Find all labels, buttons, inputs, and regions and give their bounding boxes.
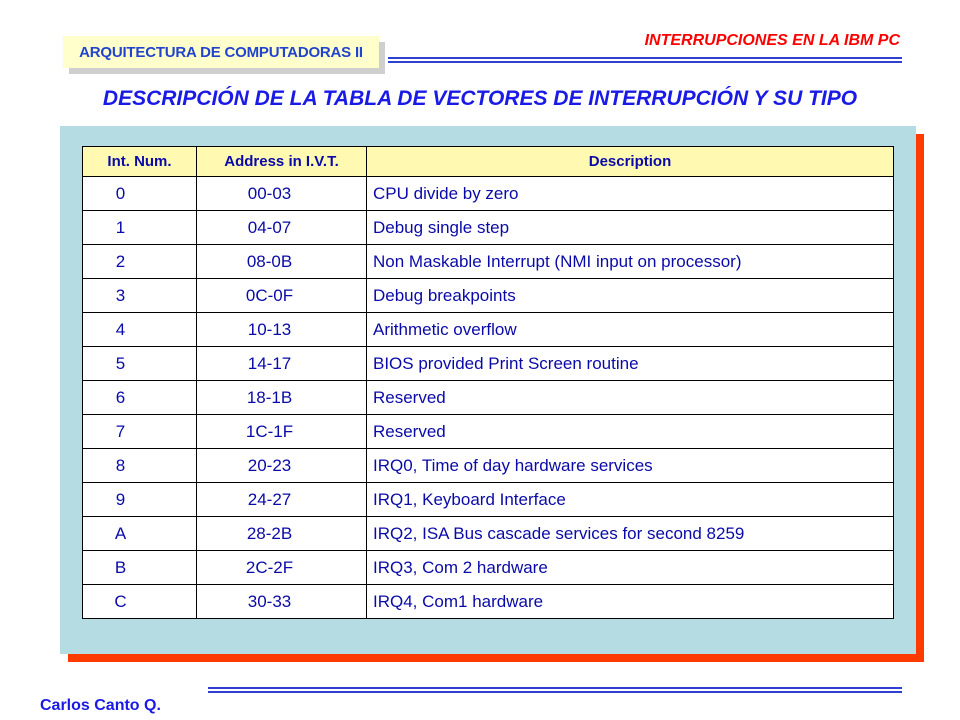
cell-address: 18-1B — [197, 381, 367, 415]
cell-address: 24-27 — [197, 483, 367, 517]
cell-int-num: 7 — [83, 415, 197, 449]
table-row — [83, 211, 894, 245]
cell-int-num: 3 — [83, 279, 197, 313]
cell-int-num: 0 — [83, 177, 197, 211]
cell-description: Arithmetic overflow — [367, 313, 894, 347]
cell-description: IRQ3, Com 2 hardware — [367, 551, 894, 585]
table-row — [83, 177, 894, 211]
cell-int-num: 2 — [83, 245, 197, 279]
cell-description: IRQ4, Com1 hardware — [367, 585, 894, 619]
cell-address: 0C-0F — [197, 279, 367, 313]
table-header-row — [83, 147, 894, 177]
cell-int-num: 1 — [83, 211, 197, 245]
cell-int-num: 6 — [83, 381, 197, 415]
cell-int-num: 5 — [83, 347, 197, 381]
cell-address: 00-03 — [197, 177, 367, 211]
column-header-address: Address in I.V.T. — [197, 147, 367, 177]
cell-address: 28-2B — [197, 517, 367, 551]
page-title: DESCRIPCIÓN DE LA TABLA DE VECTORES DE INTERRUPCIÓN Y SU TIPO — [102, 87, 858, 110]
cell-description: CPU divide by zero — [367, 177, 894, 211]
table-row — [83, 551, 894, 585]
cell-description: Reserved — [367, 381, 894, 415]
cell-description: Non Maskable Interrupt (NMI input on processor) — [367, 245, 894, 279]
cell-int-num: 8 — [83, 449, 197, 483]
footer-rule — [208, 687, 902, 694]
cell-address: 04-07 — [197, 211, 367, 245]
table-panel — [60, 126, 916, 654]
table-row — [83, 313, 894, 347]
cell-address: 10-13 — [197, 313, 367, 347]
cell-int-num: B — [83, 551, 197, 585]
cell-description: IRQ1, Keyboard Interface — [367, 483, 894, 517]
table-row — [83, 347, 894, 381]
table-row — [83, 449, 894, 483]
table-row — [83, 483, 894, 517]
cell-int-num: A — [83, 517, 197, 551]
cell-description: BIOS provided Print Screen routine — [367, 347, 894, 381]
table-row — [83, 381, 894, 415]
author-name: Carlos Canto Q. — [40, 697, 161, 714]
column-header-description: Description — [367, 147, 894, 177]
cell-description: Reserved — [367, 415, 894, 449]
cell-description: IRQ2, ISA Bus cascade services for second 8259 — [367, 517, 894, 551]
cell-address: 08-0B — [197, 245, 367, 279]
cell-address: 2C-2F — [197, 551, 367, 585]
cell-address: 14-17 — [197, 347, 367, 381]
table-row — [83, 517, 894, 551]
cell-description: Debug breakpoints — [367, 279, 894, 313]
cell-int-num: C — [83, 585, 197, 619]
cell-description: IRQ0, Time of day hardware services — [367, 449, 894, 483]
course-label-box — [63, 36, 379, 68]
table-row — [83, 245, 894, 279]
cell-address: 30-33 — [197, 585, 367, 619]
table-row — [83, 279, 894, 313]
cell-int-num: 9 — [83, 483, 197, 517]
column-header-int-num: Int. Num. — [83, 147, 197, 177]
table-row — [83, 585, 894, 619]
cell-int-num: 4 — [83, 313, 197, 347]
header-rule — [388, 57, 902, 64]
cell-address: 20-23 — [197, 449, 367, 483]
cell-description: Debug single step — [367, 211, 894, 245]
topic-title: INTERRUPCIONES EN LA IBM PC — [644, 32, 900, 49]
table-row — [83, 415, 894, 449]
course-label: ARQUITECTURA DE COMPUTADORAS II — [79, 44, 363, 61]
ivt-table — [82, 146, 894, 619]
cell-address: 1C-1F — [197, 415, 367, 449]
